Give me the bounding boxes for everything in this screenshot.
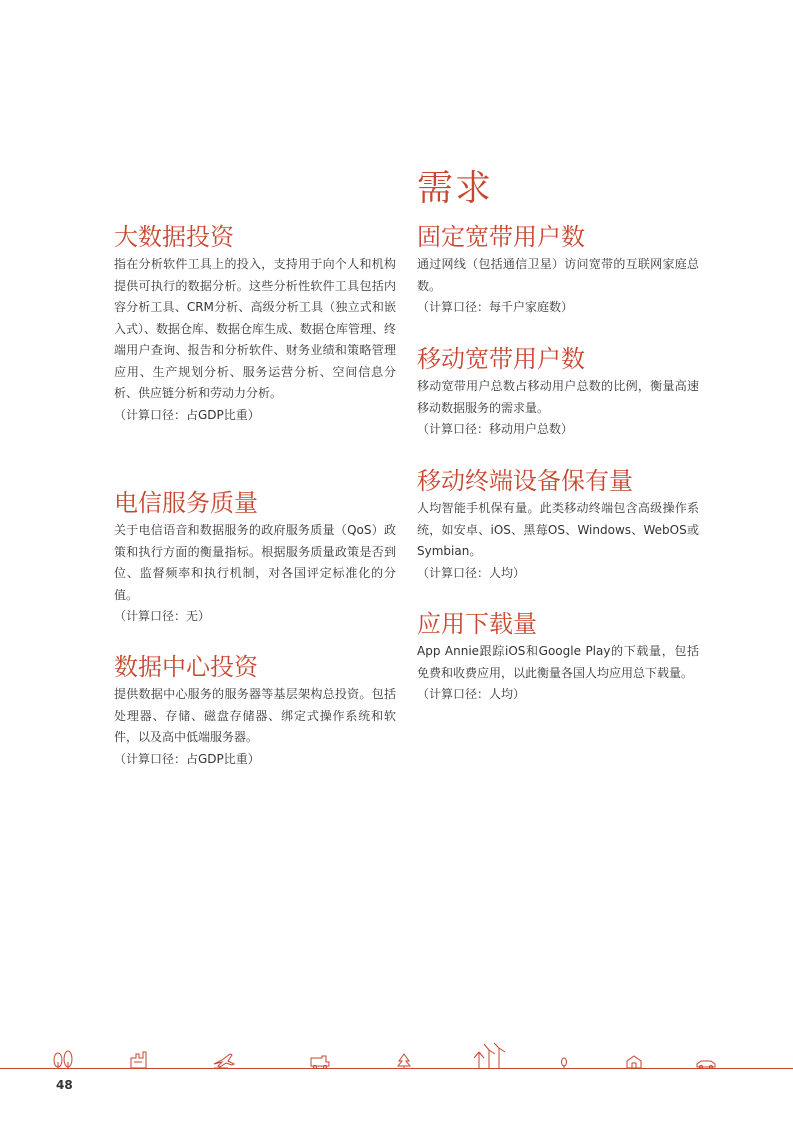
factory-icon [131,1052,146,1068]
heading: 固定宽带用户数 [417,223,585,251]
description: 提供数据中心服务的服务器等基层架构总投资。包括处理器、存储、磁盘存储器、绑定式操作系统和软件，以及高中低端服务器。 [114,687,396,744]
heading: 移动终端设备保有量 [417,467,633,495]
heading: 移动宽带用户数 [417,345,585,373]
section-mobile-device-ownership [417,466,699,584]
calculation-note: （计算口径：占GDP比重） [114,407,260,422]
description: App Annie跟踪iOS和Google Play的下载量，包括免费和收费应用，以此衡量各国人均应用总下载量。 [417,644,699,680]
calculation-note: （计算口径：每千户家庭数） [417,300,574,314]
pine-tree-icon [398,1054,410,1069]
heading: 电信服务质量 [114,489,258,517]
calculation-note: （计算口径：移动用户总数） [417,422,574,436]
section-app-downloads [417,609,699,706]
heading: 数据中心投资 [114,653,258,681]
footer-skyline [0,1040,793,1070]
description: 人均智能手机保有量。此类移动终端包含高级操作系统，如安卓、iOS、黑莓OS、Windows、WebOS或Symbian。 [417,501,699,558]
airplane-icon [214,1054,234,1068]
description: 指在分析软件工具上的投入，支持用于向个人和机构提供可执行的数据分析。这些分析性软件工具包括内容分析工具、CRM分析、高级分析工具（独立式和嵌入式）、数据仓库、数据仓库生成、数据仓库管理、终端用户查询、报告和分析软件、财务业绩和策略管理应用、生产规划分析、服务运营分析、空间信息分析、供应链分析和劳动力分析。 [114,257,397,400]
page-number: 48 [56,1078,73,1092]
section-data-center-investment [114,652,396,770]
section-big-data-investment [114,222,396,426]
small-tree-icon [562,1058,567,1068]
section-telecom-service-quality [114,488,396,628]
section-title: 需求 [417,168,494,209]
calculation-note: （计算口径：无） [114,609,211,623]
heading: 应用下载量 [417,610,537,638]
calculation-note: （计算口径：人均） [417,565,526,580]
heading: 大数据投资 [114,223,234,251]
calculation-note: （计算口径：人均） [417,687,526,701]
section-mobile-broadband-users [417,344,699,441]
truck-icon [311,1056,329,1069]
house-icon [627,1056,641,1068]
section-fixed-broadband-users [417,222,699,319]
footer-line [0,1068,793,1069]
wind-turbine-icon [474,1043,505,1068]
description: 关于电信语音和数据服务的政府服务质量（QoS）政策和执行方面的衡量指标。根据服务质量政策是否到位、监督频率和执行机制，对各国评定标准化的分值。 [114,523,396,602]
description: 移动宽带用户总数占移动用户总数的比例，衡量高速移动数据服务的需求量。 [417,379,699,415]
tree-icon [54,1051,72,1068]
calculation-note: （计算口径：占GDP比重） [114,751,260,766]
description: 通过网线（包括通信卫星）访问宽带的互联网家庭总数。 [417,257,699,293]
